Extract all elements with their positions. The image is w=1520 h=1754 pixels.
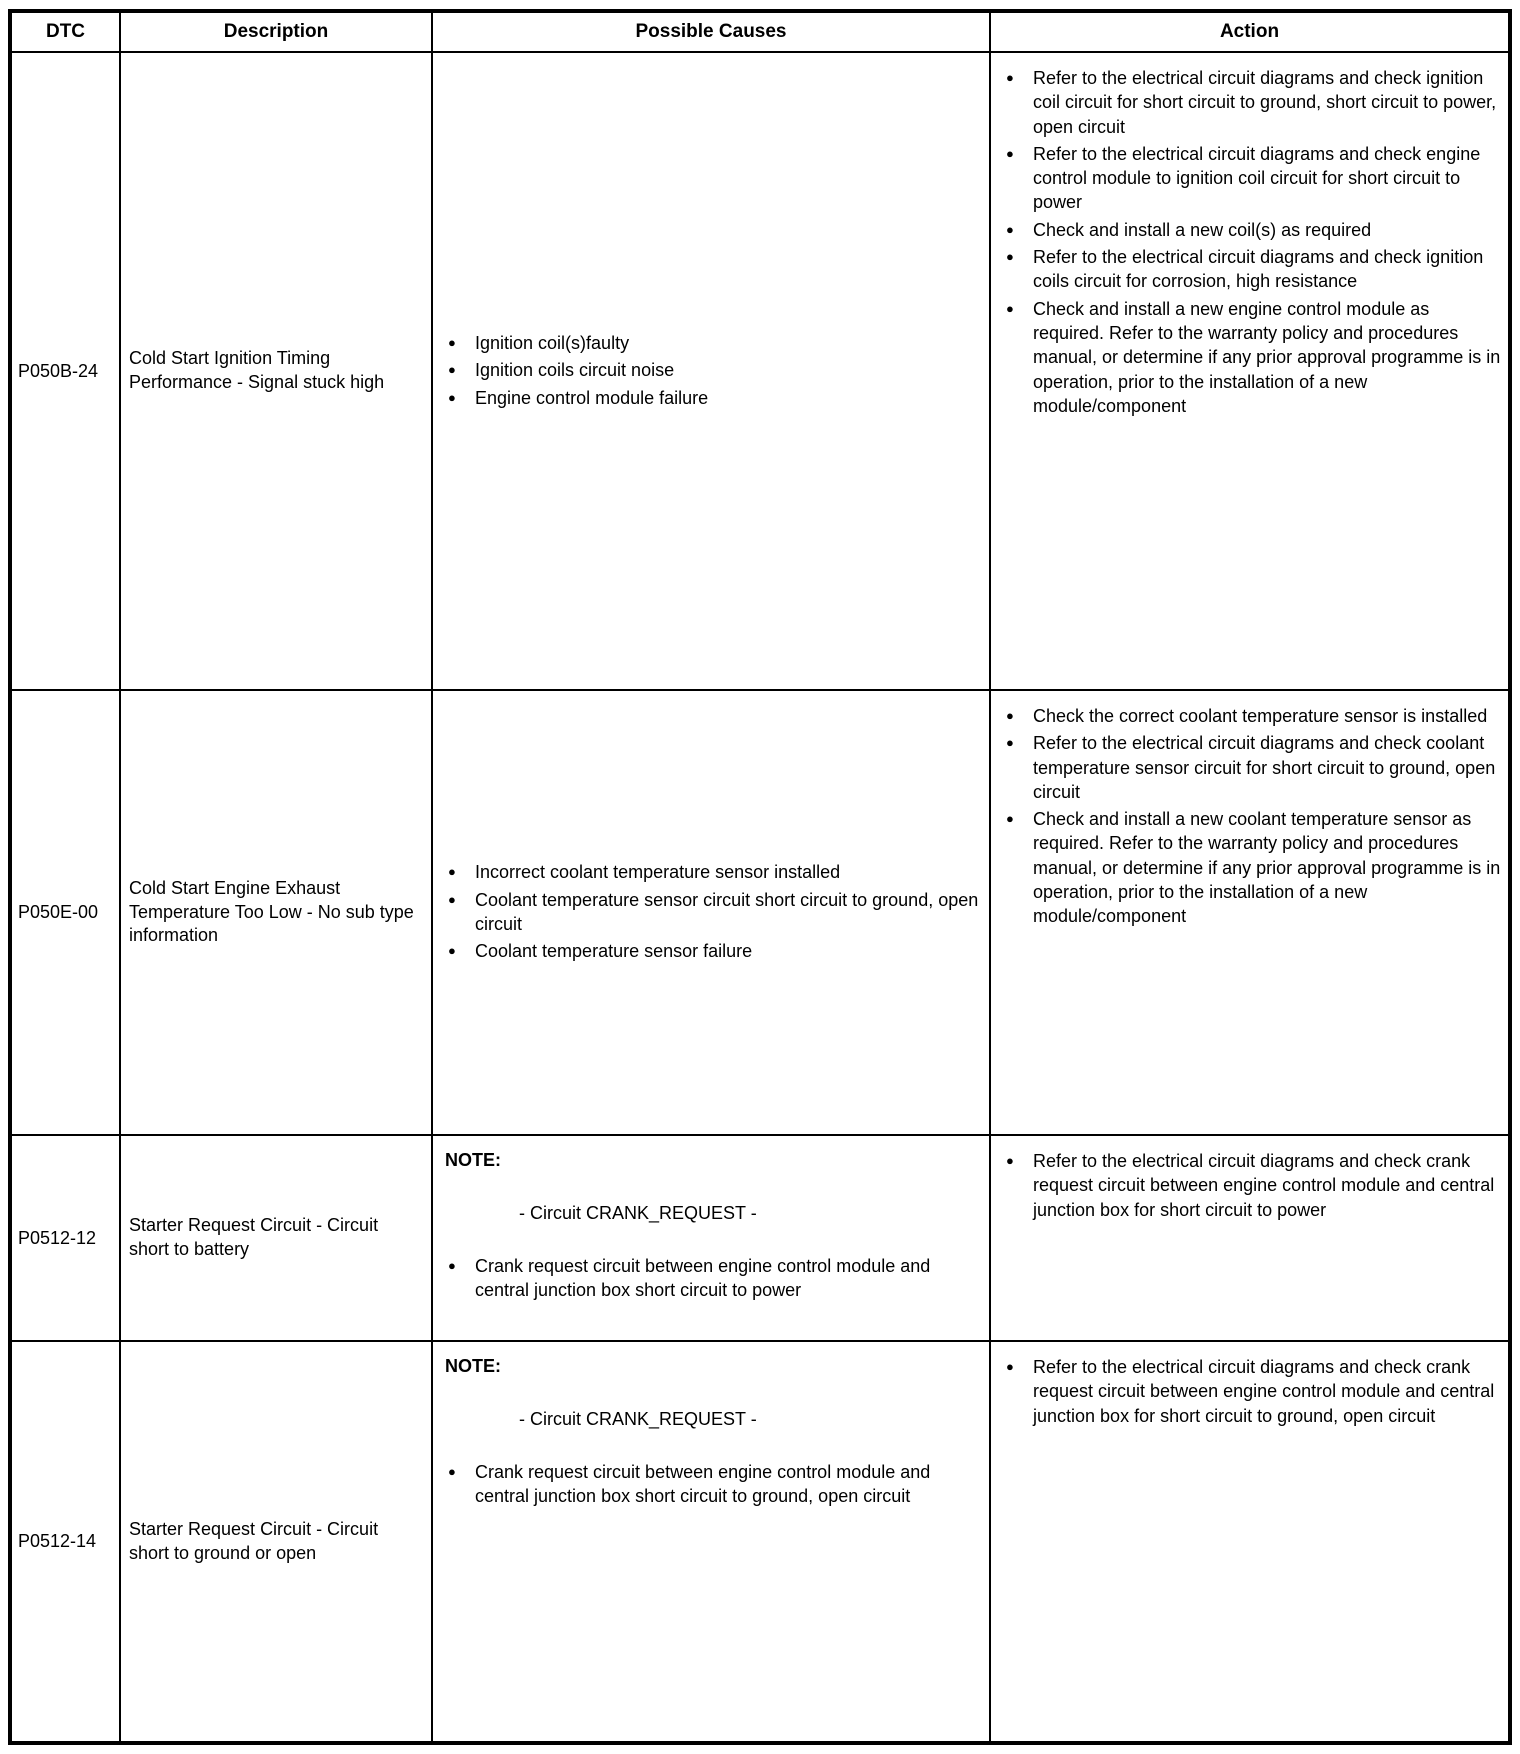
bullet-item: ● Coolant temperature sensor failure <box>445 939 981 963</box>
note-block <box>445 1356 981 1430</box>
description-text: Starter Request Circuit - Circuit short to ground or open <box>129 1518 379 1563</box>
possible-causes-cell <box>432 52 990 690</box>
action-cell <box>990 690 1510 1135</box>
bullet-item: ● Crank request circuit between engine control module and central junction box short circuit to power <box>445 1254 981 1303</box>
action-list <box>1003 1355 1502 1428</box>
bullet-item: ● Ignition coils circuit noise <box>445 358 981 382</box>
dtc-code: P050E-00 <box>18 902 99 922</box>
header-description: Description <box>120 11 432 52</box>
bullet-item: ● Incorrect coolant temperature sensor installed <box>445 860 981 884</box>
possible-causes-cell <box>432 1341 990 1743</box>
dtc-cell <box>10 52 120 690</box>
description-text: Cold Start Ignition Timing Performance - Signal stuck high <box>129 348 385 392</box>
note-label: NOTE: <box>445 1356 501 1376</box>
bullet-item: ● Engine control module failure <box>445 386 981 410</box>
bullet-item: ● Check and install a new engine control module as required. Refer to the warranty policy and procedures manual, or determine if any prior approval programme is in operation, prior to the installation of a new module/component <box>1003 297 1502 418</box>
action-list <box>1003 66 1502 418</box>
note-text: - Circuit CRANK_REQUEST - <box>519 1409 757 1429</box>
action-cell <box>990 52 1510 690</box>
description-cell <box>120 690 432 1135</box>
possible-causes-cell <box>432 1135 990 1341</box>
table-header <box>10 11 1510 52</box>
header-action: Action <box>990 11 1510 52</box>
action-cell <box>990 1341 1510 1743</box>
dtc-code: P0512-12 <box>18 1227 97 1248</box>
table-row <box>10 52 1510 690</box>
action-list <box>1003 704 1502 929</box>
dtc-code: P050B-24 <box>18 360 99 381</box>
bullet-item: ● Check and install a new coil(s) as required <box>1003 218 1502 242</box>
header-possible-causes: Possible Causes <box>432 11 990 52</box>
bullet-item: ● Refer to the electrical circuit diagrams and check ignition coils circuit for corrosion, high resistance <box>1003 245 1502 294</box>
bullet-item: ● Refer to the electrical circuit diagrams and check crank request circuit between engine control module and central junction box for short circuit to ground, open circuit <box>1003 1355 1502 1428</box>
table-row <box>10 690 1510 1135</box>
note-text: - Circuit CRANK_REQUEST - <box>519 1203 757 1223</box>
bullet-item: ● Refer to the electrical circuit diagrams and check ignition coil circuit for short circuit to ground, short circuit to power, open circuit <box>1003 66 1502 139</box>
action-list <box>1003 1149 1502 1222</box>
dtc-cell <box>10 1341 120 1743</box>
dtc-cell <box>10 690 120 1135</box>
causes-list <box>445 1254 981 1303</box>
description-cell <box>120 1135 432 1341</box>
causes-list <box>445 860 981 963</box>
dtc-table-body <box>10 52 1510 1743</box>
bullet-item: ● Crank request circuit between engine control module and central junction box short circuit to ground, open circuit <box>445 1460 981 1509</box>
causes-list <box>445 331 981 410</box>
description-text: Cold Start Engine Exhaust Temperature Too Low - No sub type information <box>129 877 414 946</box>
table-row <box>10 1341 1510 1743</box>
description-cell <box>120 1341 432 1743</box>
possible-causes-cell <box>432 690 990 1135</box>
bullet-item: ● Refer to the electrical circuit diagrams and check crank request circuit between engine control module and central junction box for short circuit to power <box>1003 1149 1502 1222</box>
bullet-item: ● Coolant temperature sensor circuit short circuit to ground, open circuit <box>445 888 981 937</box>
header-dtc: DTC <box>10 11 120 52</box>
bullet-item: ● Check and install a new coolant temperature sensor as required. Refer to the warranty policy and procedures manual, or determine if any prior approval programme is in operation, prior to the installation of a new module/component <box>1003 807 1502 928</box>
description-text: Starter Request Circuit - Circuit short to battery <box>129 1215 379 1259</box>
bullet-item: ● Refer to the electrical circuit diagrams and check coolant temperature sensor circuit for short circuit to ground, open circuit <box>1003 731 1502 804</box>
bullet-item: ● Ignition coil(s)faulty <box>445 331 981 355</box>
header-row <box>10 11 1510 52</box>
note-label: NOTE: <box>445 1150 501 1170</box>
dtc-table <box>8 9 1512 1745</box>
dtc-cell <box>10 1135 120 1341</box>
table-row <box>10 1135 1510 1341</box>
dtc-code: P0512-14 <box>18 1531 97 1551</box>
causes-list <box>445 1460 981 1509</box>
action-cell <box>990 1135 1510 1341</box>
bullet-item: ● Refer to the electrical circuit diagrams and check engine control module to ignition coil circuit for short circuit to power <box>1003 142 1502 215</box>
note-block <box>445 1150 981 1224</box>
bullet-item: ● Check the correct coolant temperature sensor is installed <box>1003 704 1502 728</box>
description-cell <box>120 52 432 690</box>
